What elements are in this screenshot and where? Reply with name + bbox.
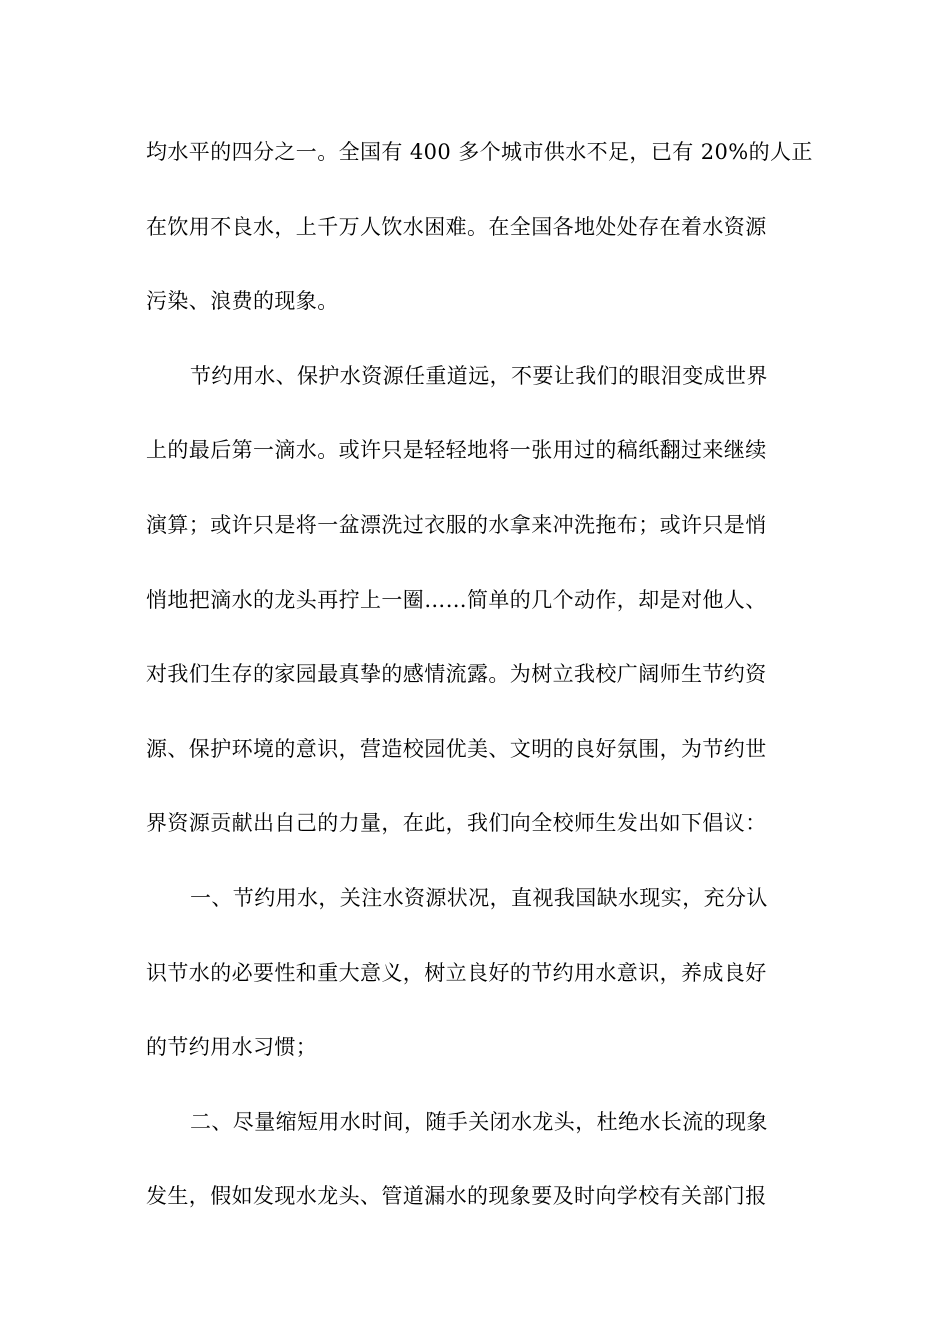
- text-line: 演算；或许只是将一盆漂洗过衣服的水拿来冲洗拖布；或许只是悄: [146, 512, 767, 537]
- text-line: 污染、浪费的现象。: [146, 289, 339, 314]
- text-line: 发生，假如发现水龙头、管道漏水的现象要及时向学校有关部门报: [146, 1184, 767, 1209]
- text-line: 的节约用水习惯；: [146, 1035, 318, 1060]
- text-line: 界资源贡献出自己的力量，在此，我们向全校师生发出如下倡议：: [146, 811, 767, 836]
- paragraph-1: [146, 126, 813, 350]
- text-line: 源、保护环境的意识，营造校园优美、文明的良好氛围，为节约世: [146, 736, 767, 761]
- text-line: 在饮用不良水，上千万人饮水困难。在全国各地处处存在着水资源: [146, 214, 767, 239]
- paragraph-3: [146, 872, 808, 1096]
- text-line: 对我们生存的家园最真挚的感情流露。为树立我校广阔师生节约资: [146, 662, 767, 687]
- paragraph-4: [146, 1096, 808, 1245]
- text-line: 一、节约用水，关注水资源状况，直视我国缺水现实，充分认: [190, 885, 768, 910]
- paragraph-2: [146, 350, 808, 872]
- text-line: 识节水的必要性和重大意义，树立良好的节约用水意识，养成良好: [146, 960, 767, 985]
- text-line: 均水平的四分之一。全国有 400 多个城市供水不足，已有 20%的人正: [146, 140, 813, 164]
- text-line: 上的最后第一滴水。或许只是轻轻地将一张用过的稿纸翻过来继续: [146, 438, 767, 463]
- text-line: 节约用水、保护水资源任重道远，不要让我们的眼泪变成世界: [190, 363, 768, 388]
- text-line: 悄地把滴水的龙头再拧上一圈……简单的几个动作，却是对他人、: [146, 587, 767, 612]
- body-text: [146, 126, 813, 1245]
- text-line: 二、尽量缩短用水时间，随手关闭水龙头，杜绝水长流的现象: [190, 1109, 768, 1134]
